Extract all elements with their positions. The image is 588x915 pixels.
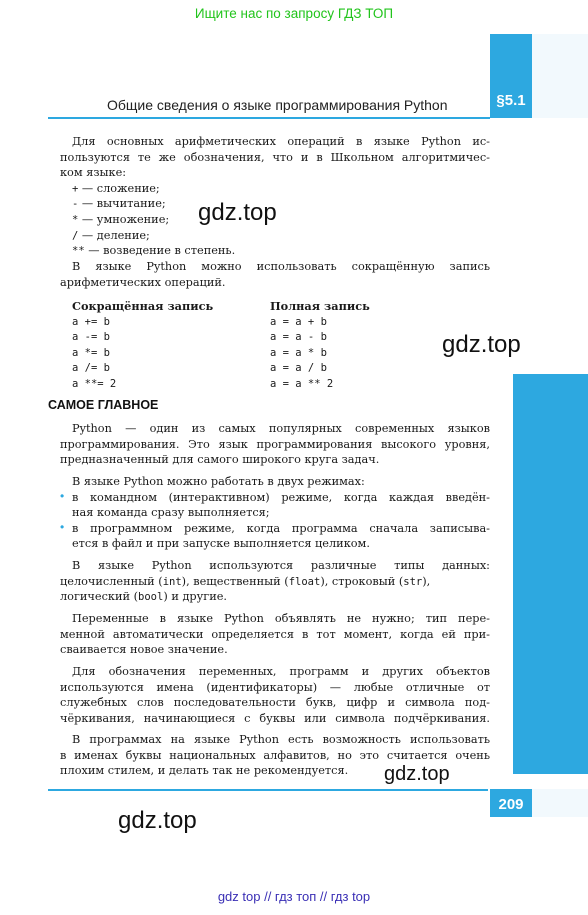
table-cell-short: a *= b — [72, 346, 110, 359]
bullet-line: ется в файл и при запуске выполняется целиком. — [72, 537, 370, 551]
identifiers-line: Для обозначения переменных, программ и других объектов — [72, 665, 490, 678]
summary-p1-line: предназначенный для самого широкого круга задач. — [60, 453, 380, 467]
summary-side-band — [513, 374, 588, 774]
footer-divider — [48, 789, 488, 791]
table-cell-short: a += b — [72, 315, 110, 328]
op-desc: — умножение; — [78, 213, 170, 226]
op-symbol: ** — [72, 245, 85, 258]
identifiers-line: чёркивания, начинающиеся с буквы или символа подчёркивания. — [60, 711, 490, 725]
top-banner: Ищите нас по запросу ГДЗ ТОП — [194, 6, 394, 21]
bullet-marker: • — [60, 488, 65, 503]
types-line: В языке Python используются различные типы данных: — [72, 559, 490, 572]
summary-p1-line: Python — один из самых популярных современных языков — [72, 422, 490, 435]
page-number-tab-margin — [532, 789, 588, 817]
table-cell-short: a **= 2 — [72, 378, 117, 390]
table-cell-full: a = a * b — [270, 346, 327, 359]
table-cell-short: a -= b — [72, 331, 110, 344]
op-desc: — деление; — [78, 228, 150, 242]
op-symbol: / — [72, 229, 79, 242]
table-cell-full: a = a / b — [270, 362, 327, 375]
op-desc: — вычитание; — [78, 197, 166, 211]
variables-line: Переменные в языке Python объявлять не нужно; тип пере- — [72, 612, 490, 625]
table-cell-full: a = a ** 2 — [270, 378, 334, 390]
types-line — [60, 589, 227, 606]
op-symbol: - — [72, 198, 79, 211]
type-str: str — [403, 575, 423, 588]
types-text: ), — [422, 574, 431, 588]
short-intro-line: арифметических операций. — [60, 275, 226, 289]
section-tab-margin — [532, 34, 588, 118]
bottom-banner: gdz top // гдз топ // гдз top — [217, 889, 371, 904]
intro-line: Для основных арифметических операций в языке Python ис- — [72, 135, 490, 148]
national-letters-line: плохим стилем, и делать так не рекомендуется. — [60, 764, 349, 778]
intro-line: пользуются те же обозначения, что и в Школьном алгоритмичес- — [60, 150, 490, 164]
type-float: float — [288, 575, 321, 588]
types-text: ), строковый ( — [320, 574, 404, 588]
national-letters-line: в именах буквы национальных алфавитов, но это считается очень — [60, 748, 490, 762]
header-divider — [48, 117, 490, 119]
table-cell-short: a /= b — [72, 362, 110, 375]
section-number: §5.1 — [496, 92, 526, 109]
table-cell-full: a = a + b — [270, 315, 327, 328]
watermark: gdz.top — [384, 763, 450, 785]
type-int: int — [162, 575, 182, 588]
variables-line: менной автоматически определяется в тот момент, когда ей при- — [60, 627, 490, 641]
identifiers-line: используются имена (идентификаторы) — любые отличные от — [60, 680, 490, 694]
op-item-div — [72, 228, 150, 245]
table-cell-full: a = a - b — [270, 331, 327, 344]
national-letters-line: В программах на языке Python есть возможность использовать — [72, 733, 490, 746]
op-item-add — [72, 181, 160, 198]
op-item-mul — [72, 212, 169, 229]
intro-line: ком языке: — [60, 166, 127, 180]
op-desc: — сложение; — [78, 181, 160, 195]
page-header-title: Общие сведения о языке программирования Python — [107, 97, 448, 113]
bullet-marker: • — [60, 519, 65, 534]
bullet-line: в командном (интерактивном) режиме, когда каждая введён- — [72, 490, 490, 504]
types-line — [60, 574, 430, 591]
watermark: gdz.top — [198, 199, 277, 226]
page-number: 209 — [498, 796, 524, 813]
bullet-line: в программном режиме, когда программа сначала записыва- — [72, 521, 490, 535]
bullet-line: ная команда сразу выполняется; — [72, 506, 270, 520]
table-header-short: Сокращённая запись — [72, 299, 214, 313]
watermark: gdz.top — [442, 331, 521, 358]
identifiers-line: служебных слов последовательности букв, цифр и символа под- — [60, 696, 490, 710]
types-text: логический ( — [60, 590, 139, 604]
op-item-sub — [72, 196, 166, 213]
types-text: целочисленный ( — [60, 574, 163, 588]
op-item-pow — [72, 243, 235, 260]
summary-p1-line: программирования. Это язык программирования высокого уровня, — [60, 437, 490, 451]
variables-line: сваивается новое значение. — [60, 643, 228, 657]
op-symbol: + — [72, 182, 79, 195]
short-intro-line: В языке Python можно использовать сокращённую запись — [72, 260, 490, 273]
summary-heading: САМОЕ ГЛАВНОЕ — [48, 398, 159, 412]
types-text: ), вещественный ( — [181, 574, 289, 588]
watermark: gdz.top — [118, 807, 197, 834]
type-bool: bool — [138, 591, 164, 604]
modes-intro: В языке Python можно работать в двух режимах: — [72, 475, 365, 488]
table-header-full: Полная запись — [270, 299, 370, 313]
op-symbol: * — [72, 214, 79, 226]
op-desc: — возведение в степень. — [84, 244, 236, 258]
types-text: ) и другие. — [163, 590, 228, 604]
